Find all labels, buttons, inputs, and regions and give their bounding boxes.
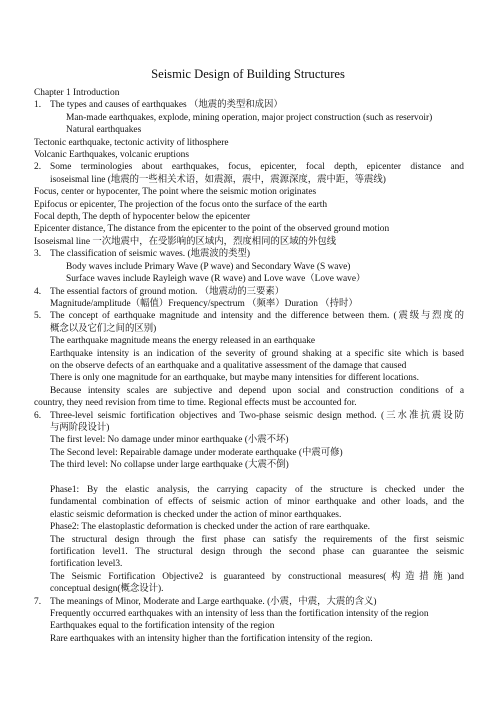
section-line: The Seismic Fortification Objective2 is guaranteed by constructional measures(构造措施)and <box>50 571 464 582</box>
section-3 <box>34 248 464 285</box>
section-line: Because intensity scales are subjective and depend upon social and construction conditions of a <box>50 385 464 396</box>
section-number: 4. <box>34 286 42 297</box>
section-line: Natural earthquakes <box>66 125 142 136</box>
section-heading: Three-level seismic fortification objectives and Two-phase seismic design method. (三水准抗震设防 <box>50 410 464 421</box>
section-number: 1. <box>34 100 42 111</box>
section-line: on the observe defects of an earthquake and a qualitative assessment of the damage that caused <box>50 360 407 371</box>
document-body <box>34 87 464 645</box>
definition-epicenter: Epifocus or epicenter, The projection of the focus onto the surface of the earth <box>34 199 328 210</box>
section-5 <box>34 310 464 397</box>
section-line: Phase1: By the elastic analysis, the carrying capacity of the structure is checked under the <box>50 484 464 495</box>
section-heading: Some terminologies about earthquakes, focus, epicenter, focal depth, epicenter distance and <box>50 162 464 173</box>
blank-line <box>50 472 464 484</box>
section-line: The first level: No damage under minor earthquake (小震不坏) <box>50 435 289 446</box>
section-line: Phase2: The elastoplastic deformation is checked under the action of rare earthquake. <box>50 522 371 533</box>
section-number: 7. <box>34 596 42 607</box>
definition-focus: Focus, center or hypocenter, The point where the seismic motion originates <box>34 187 317 198</box>
section-1 <box>34 99 464 136</box>
definition-focal-depth: Focal depth, The depth of hypocenter below the epicenter <box>34 212 251 223</box>
section-line: fortification level3. <box>50 559 123 570</box>
section-heading: The essential factors of ground motion. （地震动的三要素） <box>50 286 285 297</box>
section-line: Frequently occurred earthquakes with an intensity of less than the fortification intensity of the region <box>50 609 429 620</box>
section-heading: The classification of seismic waves. (地震波的类型) <box>50 249 250 260</box>
section-line: Man-made earthquakes, explode, mining operation, major project construction (such as reservoir) <box>66 112 433 123</box>
section-heading-cont: isoseismal line (地震的一些相关术语，如震源，震中，震源深度，震中距，等震线) <box>50 174 386 185</box>
section-line: Body waves include Primary Wave (P wave) and Secondary Wave (S wave) <box>66 261 351 272</box>
section-number: 3. <box>34 249 42 260</box>
paragraph-line: Volcanic Earthquakes, volcanic eruptions <box>34 150 189 161</box>
section-number: 2. <box>34 162 42 173</box>
section-line: Magnitude/amplitude（幅值）Frequency/spectrum （频率）Duration （持时） <box>50 298 358 309</box>
section-line: The Second level: Repairable damage under moderate earthquake (中震可修) <box>50 447 343 458</box>
section-line: There is only one magnitude for an earthquake, but maybe many intensities for different locations. <box>50 373 419 384</box>
section-number: 5. <box>34 311 42 322</box>
definition-epicenter-distance: Epicenter distance, The distance from the epicenter to the point of the observed ground motion <box>34 224 390 235</box>
definition-isoseismal-line: Isoseismal line 一次地震中，在受影响的区域内，烈度相同的区域的外包线 <box>34 236 337 247</box>
section-heading: The types and causes of earthquakes （地震的类型和成因） <box>50 100 283 111</box>
section-line: Surface waves include Rayleigh wave (R wave) and Love wave（Love wave） <box>66 274 366 285</box>
section-line: elastic seismic deformation is checked under the action of minor earthquakes. <box>50 509 342 520</box>
section-line: fortification level1. The structural design through the second phase can guarantee the seismic <box>50 547 464 558</box>
section-heading-cont: 概念以及它们之间的区别) <box>50 323 157 334</box>
section-line: The structural design through the first phase can satisfy the requirements of the first seismic <box>50 534 464 545</box>
section-line: Earthquake intensity is an indication of the severity of ground shaking at a specific site which is based <box>50 348 464 359</box>
section-line: Rare earthquakes with an intensity higher than the fortification intensity of the region. <box>50 633 373 644</box>
document-title: Seismic Design of Building Structures <box>151 67 345 81</box>
paragraph-line: Tectonic earthquake, tectonic activity of lithosphere <box>34 137 229 148</box>
section-2 <box>34 161 464 186</box>
section-number: 6. <box>34 410 42 421</box>
section-6 <box>34 410 464 596</box>
section-heading-cont: 与两阶段设计) <box>50 422 110 433</box>
paragraph-line: country, they need revision from time to time. Regional effects must be accounted for. <box>34 398 357 409</box>
section-line: fundamental combination of effects of seismic action of minor earthquake and other loads, and the <box>50 497 464 508</box>
section-line: The third level: No collapse under large earthquake (大震不倒) <box>50 460 289 471</box>
section-line: Earthquakes equal to the fortification intensity of the region <box>50 621 275 632</box>
section-line: conceptual design(概念设计). <box>50 584 164 595</box>
section-heading: The meanings of Minor, Moderate and Large earthquake. (小震，中震，大震的含义) <box>50 596 377 607</box>
section-4 <box>34 286 464 311</box>
chapter-heading: Chapter 1 Introduction <box>34 88 120 98</box>
section-heading: The concept of earthquake magnitude and intensity and the difference between them. (震级与烈度的 <box>50 311 464 322</box>
section-line: The earthquake magnitude means the energy released in an earthquake <box>50 336 316 347</box>
section-7 <box>34 596 464 646</box>
